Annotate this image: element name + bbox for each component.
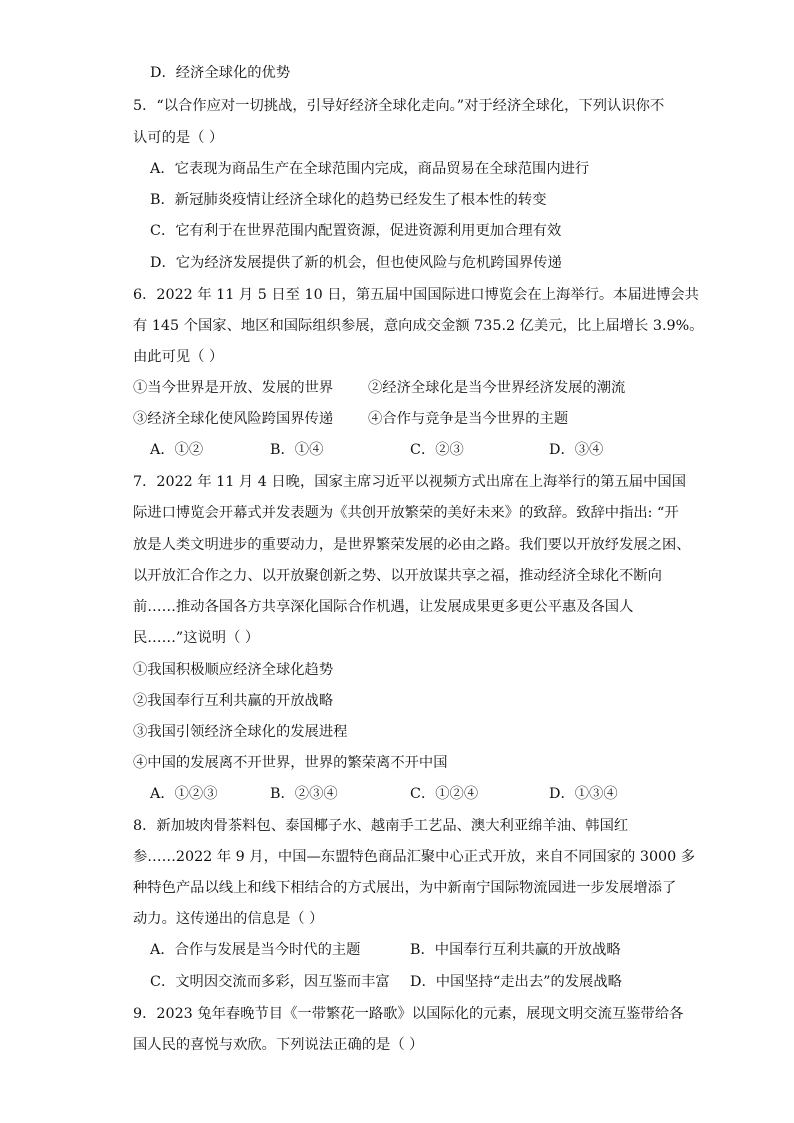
q6-option-a: A．①②: [150, 442, 204, 458]
q8-option-b: B．中国奉行互利共赢的开放战略: [410, 942, 621, 958]
q5-stem-line-2: 认可的是（ ）: [133, 130, 224, 146]
q7-stem-line-2: 际进口博览会开幕式并发表题为《共创开放繁荣的美好未来》的致辞。致辞中指出: “开: [133, 505, 679, 521]
q7-statement-2: ②我国奉行互利共赢的开放战略: [133, 693, 334, 709]
q7-statement-4: ④中国的发展离不开世界，世界的繁荣离不开中国: [133, 755, 448, 771]
q6-statement-1: ①当今世界是开放、发展的世界: [133, 380, 334, 396]
q5-option-c: C．它有利于在世界范围内配置资源，促进资源利用更加合理有效: [150, 223, 562, 239]
q6-statement-3: ③经济全球化使风险跨国界传递: [133, 411, 334, 427]
q7-option-a: A．①②③: [150, 786, 218, 802]
q8-stem-line-2: 参……2022 年 9 月，中国—东盟特色商品汇聚中心正式开放，来自不同国家的 3000 多: [133, 849, 696, 865]
q8-stem-line-4: 动力。这传递出的信息是（ ）: [133, 911, 324, 927]
q7-option-b: B．②③④: [270, 786, 338, 802]
q6-statement-2: ②经济全球化是当今世界经济发展的潮流: [368, 380, 626, 396]
q8-option-c: C．文明因交流而多彩，因互鉴而丰富: [150, 974, 390, 990]
q8-stem-line-1: 8．新加坡肉骨茶料包、泰国椰子水、越南手工艺品、澳大利亚绵羊油、韩国红: [133, 818, 629, 834]
q8-stem-line-3: 种特色产品以线上和线下相结合的方式展出，为中新南宁国际物流园进一步发展增添了: [133, 880, 677, 896]
q6-stem-line-2: 有 145 个国家、地区和国际组织参展，意向成交金额 735.2 亿美元，比上届增长 3.9%。: [133, 318, 704, 334]
q6-option-d: D．③④: [549, 442, 604, 458]
q8-option-a: A．合作与发展是当今时代的主题: [150, 942, 361, 958]
q5-option-a: A．它表现为商品生产在全球范围内完成，商品贸易在全球范围内进行: [150, 161, 590, 177]
q7-statement-3: ③我国引领经济全球化的发展进程: [133, 724, 348, 740]
q6-stem-line-1: 6．2022 年 11 月 5 日至 10 日，第五届中国国际进口博览会在上海举行。本届进博会共: [133, 287, 699, 303]
q6-option-c: C．②③: [410, 442, 464, 458]
q5-option-b: B．新冠肺炎疫情让经济全球化的趋势已经发生了根本性的转变: [150, 192, 547, 208]
q7-option-d: D．①③④: [549, 786, 618, 802]
q9-stem-line-1: 9．2023 兔年春晚节目《一带繁花一路歌》以国际化的元素，展现文明交流互鉴带给各: [133, 1006, 684, 1022]
q7-stem-line-6: 民……”这说明（ ）: [133, 630, 260, 646]
q5-option-d: D．它为经济发展提供了新的机会，但也使风险与危机跨国界传递: [150, 255, 562, 271]
q7-stem-line-4: 以开放汇合作之力、以开放聚创新之势、以开放谋共享之福，推动经济全球化不断向: [133, 568, 662, 584]
q6-stem-line-3: 由此可见（ ）: [133, 349, 224, 365]
q9-stem-line-2: 国人民的喜悦与欢欣。下列说法正确的是（ ）: [133, 1037, 424, 1053]
q7-stem-line-3: 放是人类文明进步的重要动力，是世界繁荣发展的必由之路。我们要以开放纾发展之困、: [133, 537, 691, 553]
q6-option-b: B．①④: [270, 442, 324, 458]
q7-stem-line-5: 前……推动各国各方共享深化国际合作机遇，让发展成果更多更公平惠及各国人: [133, 599, 634, 615]
q7-option-c: C．①②④: [410, 786, 479, 802]
q8-option-d: D．中国坚持“走出去”的发展战略: [410, 974, 622, 990]
q6-statement-4: ④合作与竞争是当今世界的主题: [368, 411, 569, 427]
q7-stem-line-1: 7．2022 年 11 月 4 日晚，国家主席习近平以视频方式出席在上海举行的第五届中国国: [133, 474, 686, 490]
q4-option-d: D．经济全球化的优势: [150, 65, 291, 81]
q7-statement-1: ①我国积极顺应经济全球化趋势: [133, 662, 334, 678]
q5-stem-line-1: 5．“以合作应对一切挑战，引导好经济全球化走向。”对于经济全球化，下列认识你不: [133, 98, 665, 114]
